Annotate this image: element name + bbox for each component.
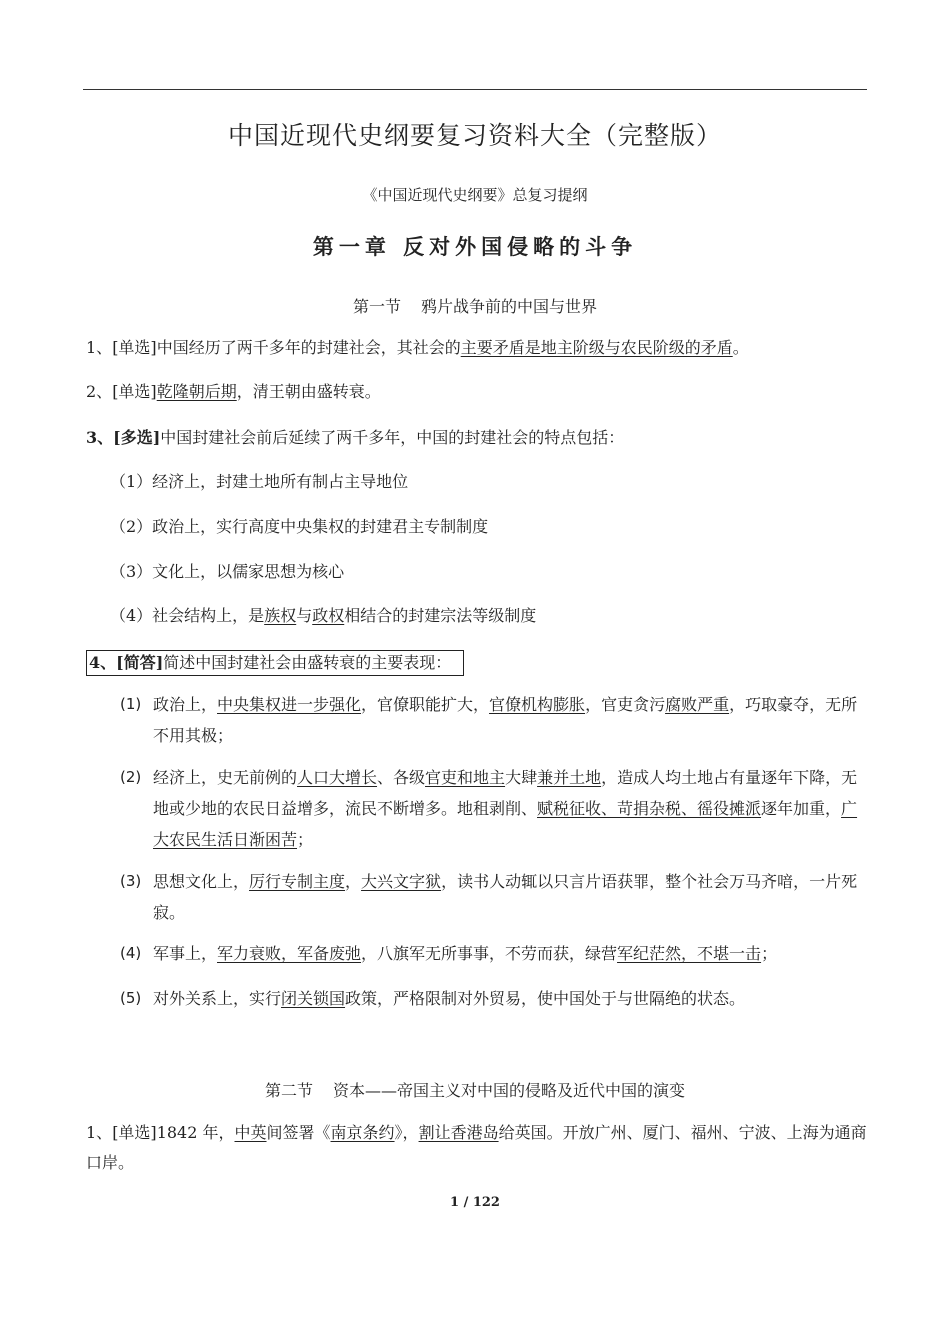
document-title: 中国近现代史纲要复习资料大全（完整版）	[227, 121, 722, 150]
key-point: 闭关锁国	[281, 989, 346, 1008]
question-text: 间签署《	[266, 1123, 331, 1142]
section2-question-1	[86, 1118, 871, 1178]
question-type: [单选]	[112, 382, 157, 401]
question-4	[86, 648, 876, 678]
key-point: 主要矛盾是地主阶级与农民阶级的矛盾	[460, 338, 733, 357]
section-title: 鸦片战争前的中国与世界	[421, 297, 598, 316]
answer-item-5	[120, 983, 862, 1014]
question-type: [单选]	[112, 1123, 157, 1142]
question-number: 1、	[86, 338, 113, 357]
question-text: 中国封建社会前后延续了两千多年，中国的封建社会的特点包括：	[160, 428, 625, 447]
question-text: 。	[732, 338, 749, 357]
key-point: 腐败严重	[665, 695, 730, 714]
section-heading-1	[0, 294, 950, 317]
item-number: (4)	[120, 944, 142, 962]
key-point: 南京条约	[330, 1123, 395, 1142]
question-text: ，清王朝由盛转衰。	[236, 382, 381, 401]
item-text: 思想文化上，厉行专制主度，大兴文字狱，读书人动辄以只言片语获罪，整个社会万马齐喑，一片死寂。	[153, 872, 858, 922]
section-title: 资本——帝国主义对中国的侵略及近代中国的演变	[333, 1081, 686, 1100]
question-2	[86, 377, 876, 407]
answer-item-1	[120, 689, 862, 751]
section-heading-2	[0, 1078, 950, 1101]
key-point: 赋税征收、苛捐杂税、徭役摊派	[537, 799, 762, 818]
key-point: 广大农民生活日渐困苦	[153, 799, 858, 849]
question-text: 1842 年，	[156, 1123, 235, 1142]
question-type: [简答]	[116, 653, 164, 672]
item-text: 政治上，中央集权进一步强化，官僚职能扩大，官僚机构膨胀，官吏贪污腐败严重，巧取豪夺，无所不用其极；	[153, 695, 858, 745]
answer-item-2	[120, 762, 862, 855]
page-number: 1 / 122	[450, 1195, 500, 1210]
key-point: 大兴文字狱	[361, 872, 442, 891]
item-number: (1)	[120, 695, 142, 713]
key-point: 族权	[264, 606, 297, 625]
question-number: 3、	[86, 428, 114, 447]
point-4	[110, 601, 536, 631]
key-point: 割让香港岛	[418, 1123, 499, 1142]
question-number: 1、	[86, 1123, 113, 1142]
key-point: 官僚机构膨胀	[489, 695, 586, 714]
chapter-heading: 第一章 反对外国侵略的斗争	[312, 234, 638, 259]
key-point: 兼并土地	[537, 768, 602, 787]
point-3: （3）文化上，以儒家思想为核心	[110, 562, 345, 581]
point-text: 与	[296, 606, 313, 625]
key-point: 中央集权进一步强化	[217, 695, 362, 714]
key-point: 军纪茫然，不堪一击	[617, 944, 762, 963]
answer-item-4	[120, 938, 862, 969]
item-number: (2)	[120, 768, 142, 786]
section-label: 第二节	[264, 1081, 313, 1100]
document-subtitle: 《中国近现代史纲要》总复习提纲	[362, 186, 588, 204]
question-text: 简述中国封建社会由盛转衰的主要表现：	[163, 653, 452, 672]
header-rule	[83, 89, 867, 90]
point-text: 相结合的封建宗法等级制度	[344, 606, 537, 625]
item-number: (3)	[120, 872, 142, 890]
question-text: 给英国。开放广州、厦门、福州、宁波、上海为通商口岸。	[86, 1123, 867, 1172]
key-point: 军力衰败，军备废弛	[217, 944, 362, 963]
question-text: 中国经历了两千多年的封建社会，其社会的	[156, 338, 461, 357]
question-type: [多选]	[113, 428, 161, 447]
point-1: （1）经济上，封建土地所有制占主导地位	[110, 472, 409, 491]
question-1	[86, 333, 876, 363]
item-text: 军事上，军力衰败，军备废弛，八旗军无所事事，不劳而获，绿营军纪茫然，不堪一击；	[153, 944, 778, 963]
item-text: 经济上，史无前例的人口大增长、各级官吏和地主大肆兼并土地，造成人均土地占有量逐年下降，无地或少地的农民日益增多，流民不断增多。地租剥削、赋税征收、苛捐杂税、徭役摊派逐年加重，广大农民生活日渐困苦；	[153, 768, 858, 849]
item-text: 对外关系上，实行闭关锁国政策，严格限制对外贸易，使中国处于与世隔绝的状态。	[153, 989, 746, 1008]
key-point: 中英	[234, 1123, 267, 1142]
item-number: (5)	[120, 989, 142, 1007]
section-label: 第一节	[352, 297, 401, 316]
question-3	[86, 423, 876, 453]
question-number: 4、	[89, 653, 117, 672]
point-2: （2）政治上，实行高度中央集权的封建君主专制制度	[110, 517, 489, 536]
question-text: 》，	[394, 1123, 419, 1142]
key-point: 人口大增长	[297, 768, 378, 787]
answer-item-3	[120, 866, 862, 928]
key-point: 官吏和地主	[425, 768, 506, 787]
key-point: 厉行专制主度	[249, 872, 346, 891]
key-point: 乾隆朝后期	[156, 382, 237, 401]
boxed-question	[86, 650, 464, 676]
question-number: 2、	[86, 382, 113, 401]
question-type: [单选]	[112, 338, 157, 357]
point-text: （4）社会结构上，是	[110, 606, 265, 625]
key-point: 政权	[312, 606, 345, 625]
